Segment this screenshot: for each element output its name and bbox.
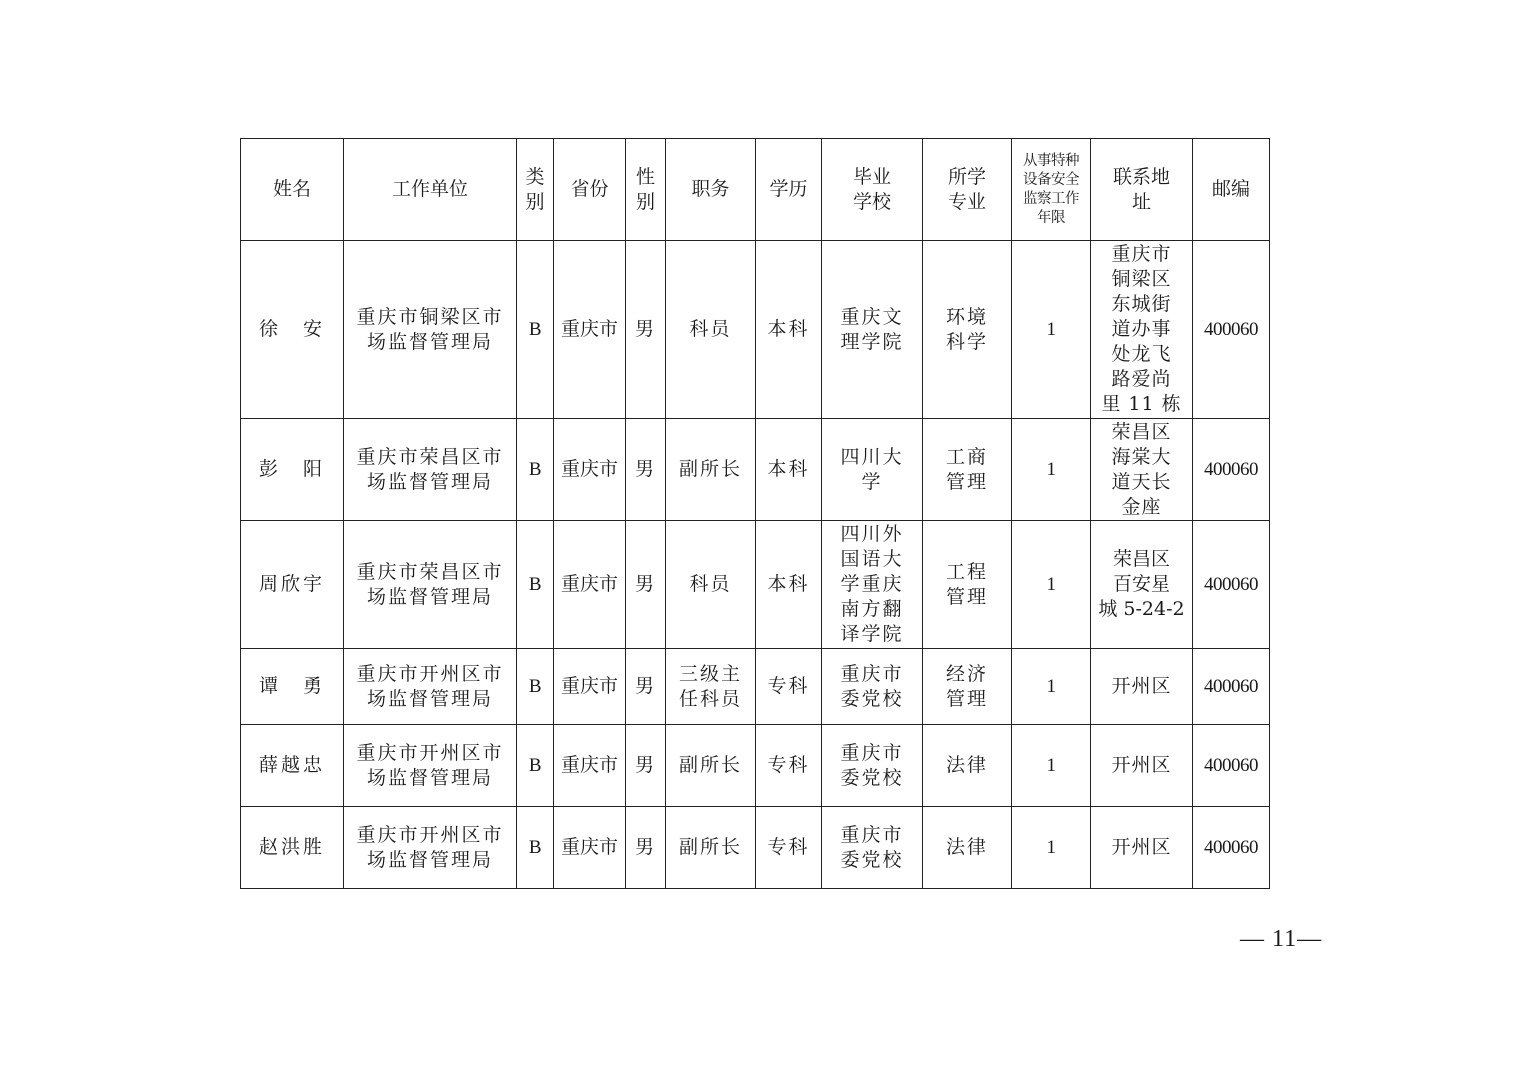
header-education: 学历 xyxy=(756,139,822,241)
header-work-unit: 工作单位 xyxy=(344,139,517,241)
cell-category: B xyxy=(517,807,554,889)
cell-work-unit: 重庆市开州区市 场监督管理局 xyxy=(344,807,517,889)
cell-school: 重庆市 委党校 xyxy=(822,725,923,807)
cell-gender: 男 xyxy=(626,241,666,419)
cell-province: 重庆市 xyxy=(554,725,626,807)
cell-province: 重庆市 xyxy=(554,241,626,419)
cell-postcode: 400060 xyxy=(1193,419,1270,521)
cell-postcode: 400060 xyxy=(1193,807,1270,889)
cell-name: 彭 阳 xyxy=(241,419,344,521)
cell-school: 重庆市 委党校 xyxy=(822,649,923,725)
cell-category: B xyxy=(517,649,554,725)
cell-gender: 男 xyxy=(626,649,666,725)
cell-postcode: 400060 xyxy=(1193,521,1270,649)
cell-major: 环境 科学 xyxy=(923,241,1012,419)
cell-education: 本科 xyxy=(756,419,822,521)
cell-address: 开州区 xyxy=(1091,649,1193,725)
cell-work-unit: 重庆市荣昌区市 场监督管理局 xyxy=(344,521,517,649)
cell-province: 重庆市 xyxy=(554,419,626,521)
table-header-row xyxy=(241,139,1270,241)
cell-major: 法律 xyxy=(923,725,1012,807)
cell-school: 重庆市 委党校 xyxy=(822,807,923,889)
cell-name: 徐 安 xyxy=(241,241,344,419)
cell-major: 工程 管理 xyxy=(923,521,1012,649)
header-category: 类 别 xyxy=(517,139,554,241)
header-work-years: 从事特种 设备安全 监察工作 年限 xyxy=(1012,139,1091,241)
cell-category: B xyxy=(517,725,554,807)
cell-position: 副所长 xyxy=(666,419,756,521)
cell-postcode: 400060 xyxy=(1193,241,1270,419)
cell-education: 本科 xyxy=(756,521,822,649)
cell-education: 专科 xyxy=(756,725,822,807)
cell-years: 1 xyxy=(1012,419,1091,521)
cell-category: B xyxy=(517,419,554,521)
table-row xyxy=(241,241,1270,419)
cell-postcode: 400060 xyxy=(1193,649,1270,725)
header-province: 省份 xyxy=(554,139,626,241)
header-school: 毕业 学校 xyxy=(822,139,923,241)
header-major: 所学 专业 xyxy=(923,139,1012,241)
table-row xyxy=(241,807,1270,889)
cell-education: 专科 xyxy=(756,807,822,889)
personnel-table xyxy=(240,138,1270,889)
cell-school: 四川大 学 xyxy=(822,419,923,521)
header-address: 联系地 址 xyxy=(1091,139,1193,241)
cell-position: 副所长 xyxy=(666,807,756,889)
cell-work-unit: 重庆市铜梁区市 场监督管理局 xyxy=(344,241,517,419)
table-row xyxy=(241,419,1270,521)
cell-name: 薛越忠 xyxy=(241,725,344,807)
cell-gender: 男 xyxy=(626,807,666,889)
cell-work-unit: 重庆市开州区市 场监督管理局 xyxy=(344,649,517,725)
cell-postcode: 400060 xyxy=(1193,725,1270,807)
cell-address: 开州区 xyxy=(1091,725,1193,807)
cell-address: 荣昌区 百安星 城 5-24-2 xyxy=(1091,521,1193,649)
cell-name: 谭 勇 xyxy=(241,649,344,725)
table-row xyxy=(241,521,1270,649)
cell-work-unit: 重庆市荣昌区市 场监督管理局 xyxy=(344,419,517,521)
cell-name: 周欣宇 xyxy=(241,521,344,649)
cell-major: 法律 xyxy=(923,807,1012,889)
cell-school: 四川外 国语大 学重庆 南方翻 译学院 xyxy=(822,521,923,649)
header-position: 职务 xyxy=(666,139,756,241)
cell-education: 专科 xyxy=(756,649,822,725)
table-row xyxy=(241,649,1270,725)
cell-school: 重庆文 理学院 xyxy=(822,241,923,419)
cell-major: 经济 管理 xyxy=(923,649,1012,725)
cell-years: 1 xyxy=(1012,725,1091,807)
cell-name: 赵洪胜 xyxy=(241,807,344,889)
cell-province: 重庆市 xyxy=(554,649,626,725)
page-number: — 11— xyxy=(1240,926,1323,952)
cell-major: 工商 管理 xyxy=(923,419,1012,521)
cell-position: 三级主 任科员 xyxy=(666,649,756,725)
cell-address: 开州区 xyxy=(1091,807,1193,889)
cell-years: 1 xyxy=(1012,521,1091,649)
cell-years: 1 xyxy=(1012,807,1091,889)
cell-work-unit: 重庆市开州区市 场监督管理局 xyxy=(344,725,517,807)
cell-address: 重庆市 铜梁区 东城街 道办事 处龙飞 路爱尚 里 11 栋 xyxy=(1091,241,1193,419)
cell-years: 1 xyxy=(1012,649,1091,725)
cell-years: 1 xyxy=(1012,241,1091,419)
cell-gender: 男 xyxy=(626,521,666,649)
cell-education: 本科 xyxy=(756,241,822,419)
cell-position: 科员 xyxy=(666,521,756,649)
cell-category: B xyxy=(517,241,554,419)
header-gender: 性 别 xyxy=(626,139,666,241)
cell-address: 荣昌区 海棠大 道天长 金座 xyxy=(1091,419,1193,521)
personnel-table-container xyxy=(240,138,1270,889)
cell-category: B xyxy=(517,521,554,649)
cell-position: 副所长 xyxy=(666,725,756,807)
cell-gender: 男 xyxy=(626,419,666,521)
cell-province: 重庆市 xyxy=(554,807,626,889)
header-name: 姓名 xyxy=(241,139,344,241)
cell-province: 重庆市 xyxy=(554,521,626,649)
cell-gender: 男 xyxy=(626,725,666,807)
table-row xyxy=(241,725,1270,807)
header-postcode: 邮编 xyxy=(1193,139,1270,241)
cell-position: 科员 xyxy=(666,241,756,419)
